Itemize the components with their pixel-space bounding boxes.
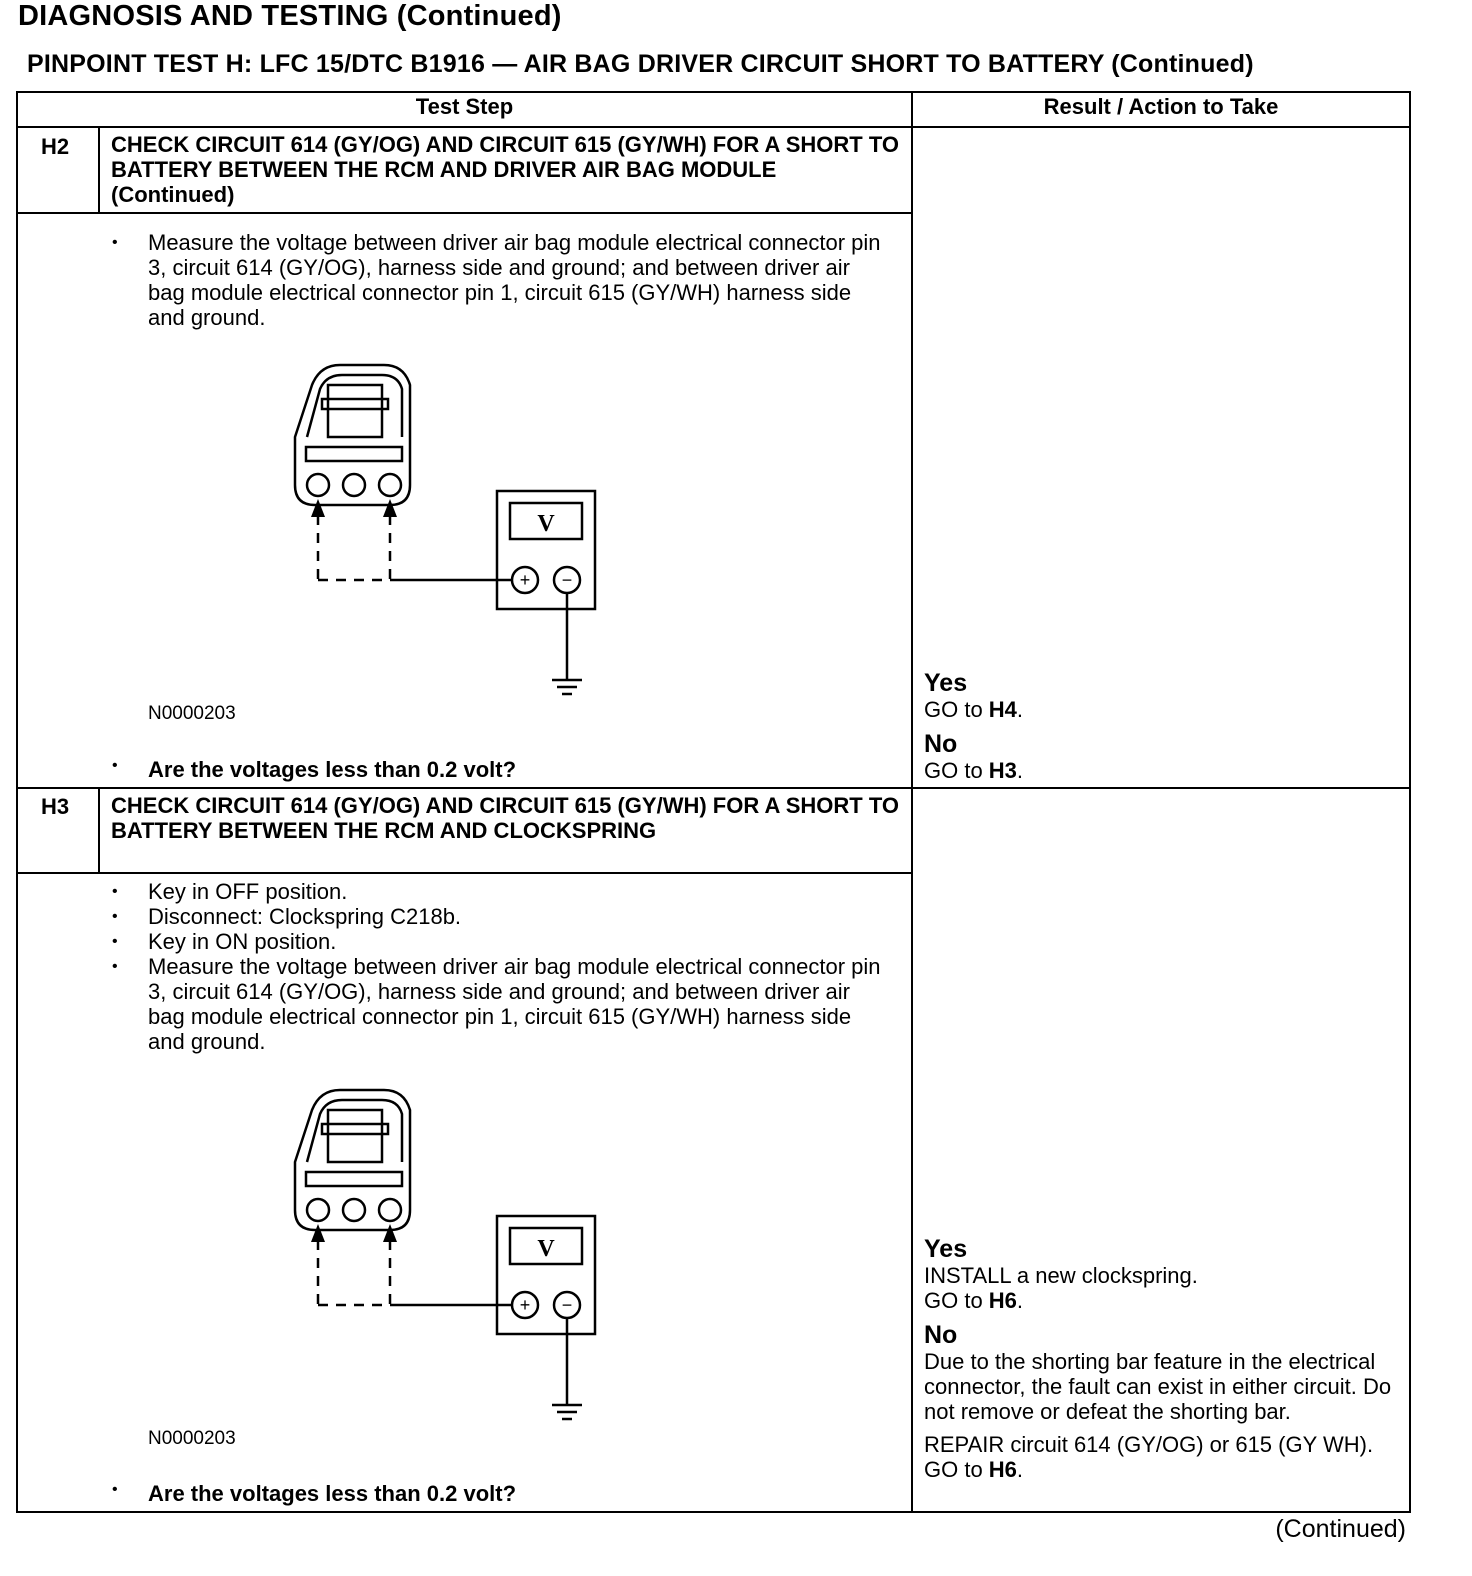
step-title-h3: CHECK CIRCUIT 614 (GY/OG) AND CIRCUIT 615 (GY/WH) FOR A SHORT TO BATTERY BETWEEN THE RCM AND CLOCKSPRING [111, 793, 899, 843]
minus-sign: − [561, 1295, 573, 1315]
step-id-h2: H2 [41, 134, 70, 159]
column-header-result: Result / Action to Take [1043, 94, 1279, 119]
id-divider-h3 [98, 787, 100, 874]
instruction-item: • Disconnect: Clockspring C218b. [110, 904, 890, 929]
probe-arrow-2 [383, 499, 397, 517]
connector-lock-bar [322, 1124, 388, 1134]
no-label-h3: No [924, 1321, 958, 1349]
step-instructions-h2 [110, 230, 890, 330]
step-title-h2: CHECK CIRCUIT 614 (GY/OG) AND CIRCUIT 615 (GY/WH) FOR A SHORT TO BATTERY BETWEEN THE RCM AND DRIVER AIR BAG MODULE (Continued) [111, 132, 899, 207]
voltmeter-body [497, 1216, 595, 1334]
figure-id-h2: N0000203 [148, 703, 236, 724]
voltmeter-label: V [537, 511, 555, 537]
yes-action-h2: GO to H4. [924, 697, 1024, 722]
probe-arrow-2 [383, 1224, 397, 1242]
connector-lock-tab [328, 385, 382, 437]
yes-goto-h3: GO to H6. [924, 1288, 1024, 1313]
connector-pin-rail [306, 1172, 402, 1186]
pinpoint-test-title: PINPOINT TEST H: LFC 15/DTC B1916 — AIR BAG DRIVER CIRCUIT SHORT TO BATTERY (Continued) [27, 50, 1254, 78]
id-divider-h2 [98, 126, 100, 214]
connector-pin-2 [343, 474, 365, 496]
continued-footer: (Continued) [1275, 1515, 1406, 1543]
row-divider [16, 787, 1411, 789]
yes-label-h3: Yes [924, 1235, 968, 1263]
connector-lock-tab [328, 1110, 382, 1162]
result-h3 [924, 1235, 1402, 1482]
header-divider [16, 126, 1411, 128]
instruction-item: • Measure the voltage between driver air bag module electrical connector pin 3, circuit 614 (GY/OG), harness side and ground; and between driver air bag module electrical connector pin 1, circuit 615 (GY/WH) harness side and ground. [110, 230, 890, 330]
connector-pin-2 [343, 1199, 365, 1221]
question-h3: • Are the voltages less than 0.2 volt? [110, 1481, 516, 1507]
plus-sign: + [519, 1295, 531, 1315]
connector-pin-1 [307, 474, 329, 496]
probe-arrow-1 [311, 1224, 325, 1242]
instruction-item: • Key in OFF position. [110, 879, 890, 904]
step-instructions-h3 [110, 879, 890, 1054]
connector-pin-1 [307, 1199, 329, 1221]
no-repair-h3: REPAIR circuit 614 (GY/OG) or 615 (GY WH). GO to H6. [924, 1432, 1374, 1482]
no-label-h2: No [924, 730, 958, 758]
column-divider [911, 91, 913, 1513]
column-header-test-step: Test Step [415, 94, 514, 119]
connector-pin-3 [379, 474, 401, 496]
connector-pin-rail [306, 447, 402, 461]
step-id-h3: H3 [41, 794, 70, 819]
goto-target: H3 [988, 758, 1017, 783]
title-divider-h3 [16, 872, 913, 874]
instruction-item: • Measure the voltage between driver air bag module electrical connector pin 3, circuit 614 (GY/OG), harness side and ground; and between driver air bag module electrical connector pin 1, circuit 615 (GY/WH) harness side and ground. [110, 954, 890, 1054]
question-h2: • Are the voltages less than 0.2 volt? [110, 757, 516, 783]
yes-action-h3: INSTALL a new clockspring. [924, 1263, 1198, 1288]
voltmeter-body [497, 491, 595, 609]
connector-pin-3 [379, 1199, 401, 1221]
no-explanation-h3: Due to the shorting bar feature in the electrical connector, the fault can exist in either circuit. Do not remove or defeat the shorting bar. [924, 1349, 1392, 1424]
figure-id-h3: N0000203 [148, 1428, 236, 1449]
goto-target: H4 [988, 697, 1017, 722]
plus-sign: + [519, 570, 531, 590]
no-action-h2: GO to H3. [924, 758, 1024, 783]
goto-target: H6 [988, 1457, 1017, 1482]
probe-arrow-1 [311, 499, 325, 517]
voltmeter-diagram-h3 [280, 1080, 610, 1425]
page-title: DIAGNOSIS AND TESTING (Continued) [18, 0, 562, 32]
connector-lock-bar [322, 399, 388, 409]
voltmeter-label: V [537, 1236, 555, 1262]
instruction-item: • Key in ON position. [110, 929, 890, 954]
voltmeter-diagram-h2 [280, 355, 610, 700]
minus-sign: − [561, 570, 573, 590]
yes-label-h2: Yes [924, 669, 968, 697]
title-divider-h2 [16, 212, 913, 214]
result-h2 [924, 669, 1402, 783]
goto-target: H6 [988, 1288, 1017, 1313]
